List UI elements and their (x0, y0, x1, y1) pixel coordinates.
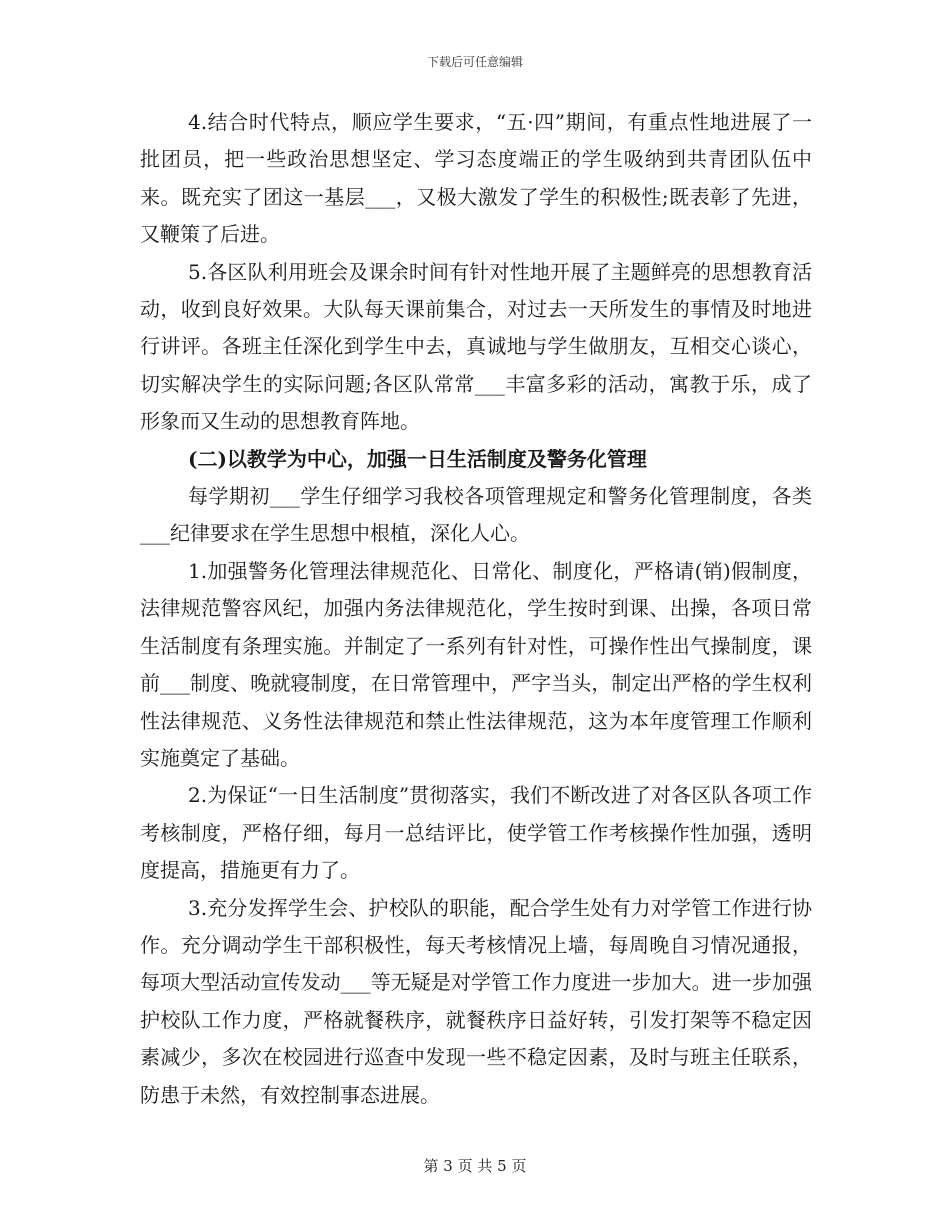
paragraph-item-4: 4.结合时代特点，顺应学生要求，“五·四”期间，有重点性地进展了一批团员，把一些政治思想坚定、学习态度端正的学生吸纳到共青团队伍中来。既充实了团这一基层___，又极大激发了学生的积极性;既表彰了先进，又鞭策了后进。 (140, 110, 812, 247)
paragraph-intro: 每学期初___学生仔细学习我校各项管理规定和警务化管理制度，各类___纪律要求在学生思想中根植，深化人心。 (140, 484, 812, 546)
section-heading: (二)以教学为中心，加强一日生活制度及警务化管理 (188, 446, 647, 471)
page-header-note: 下载后可任意编辑 (426, 55, 523, 69)
paragraph-item-5: 5.各区队利用班会及课余时间有针对性地开展了主题鲜亮的思想教育活动，收到良好效果。大队每天课前集合，对过去一天所发生的事情及时地进行讲评。各班主任深化到学生中去，真诚地与学生做朋友，互相交心谈心，切实解决学生的实际问题;各区队常常___丰富多彩的活动，寓教于乐，成了形象而又生动的思想教育阵地。 (140, 259, 812, 434)
page-number: 第 3 页 共 5 页 (423, 1157, 527, 1175)
paragraph-item-2: 2.为保证“一日生活制度”贯彻落实，我们不断改进了对各区队各项工作考核制度，严格仔细，每月一总结评比，使学管工作考核操作性加强，透明度提高，措施更有力了。 (140, 783, 812, 883)
paragraph-item-1: 1.加强警务化管理法律规范化、日常化、制度化，严格请(销)假制度，法律规范警容风纪，加强内务法律规范化，学生按时到课、出操，各项日常生活制度有条理实施。并制定了一系列有针对性，可操作性出气操制度，课前___制度、晚就寝制度，在日常管理中，严字当头，制定出严格的学生权利性法律规范、义务性法律规范和禁止性法律规范，这为本年度管理工作顺利实施奠定了基础。 (140, 558, 812, 770)
paragraph-item-3: 3.充分发挥学生会、护校队的职能，配合学生处有力对学管工作进行协作。充分调动学生干部积极性，每天考核情况上墙，每周晚自习情况通报，每项大型活动宣传发动___等无疑是对学管工作力度进一步加大。进一步加强护校队工作力度，严格就餐秩序，就餐秩序日益好转，引发打架等不稳定因素减少，多次在校园进行巡查中发现一些不稳定因素，及时与班主任联系，防患于未然，有效控制事态进展。 (140, 895, 812, 1107)
document-body (140, 104, 812, 1114)
